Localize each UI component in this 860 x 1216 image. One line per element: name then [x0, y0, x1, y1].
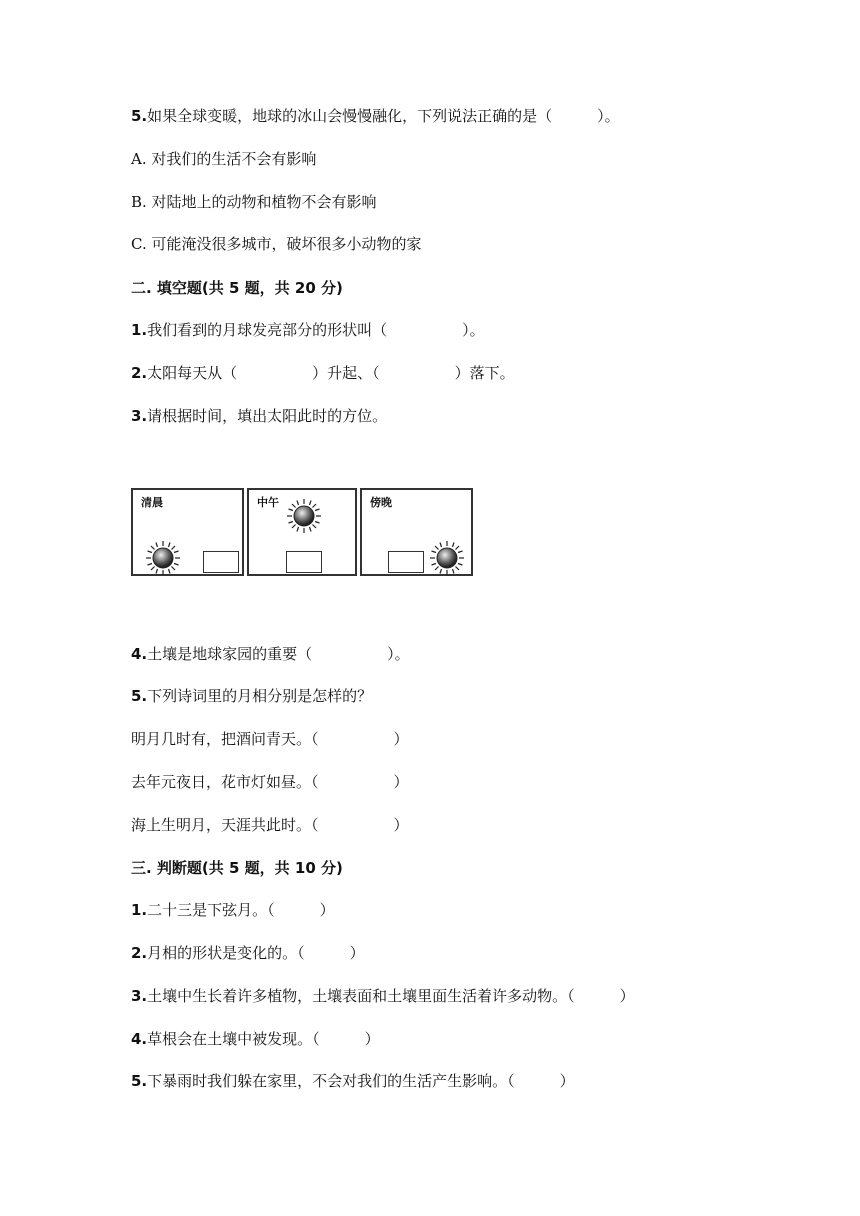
judge-item-3 [131, 986, 635, 1006]
item-number: 1. [131, 321, 148, 339]
item-text: 土壤中生长着许多植物，土壤表面和土壤里面生活着许多动物。（ ） [147, 987, 635, 1005]
fill-item-2 [131, 363, 515, 383]
option-c: C. 可能淹没很多城市，破坏很多小动物的家 [131, 235, 422, 253]
judge-item-2 [131, 943, 365, 963]
panel-morning [131, 488, 244, 576]
item-text: 月相的形状是变化的。（ ） [147, 944, 365, 962]
judge-item-5 [131, 1071, 575, 1091]
item-text: 土壤是地球家园的重要（ ）。 [147, 645, 410, 663]
item-number: 1. [131, 901, 148, 919]
item-number: 5. [131, 1072, 148, 1090]
question-number: 5. [131, 107, 148, 125]
item-text: 草根会在土壤中被发现。（ ） [147, 1030, 380, 1048]
panel-label-evening: 傍晚 [370, 496, 392, 509]
item-text: 我们看到的月球发亮部分的形状叫（ ）。 [147, 321, 485, 339]
panel-label-morning: 清晨 [141, 496, 163, 509]
item-text: 二十三是下弦月。（ ） [147, 901, 335, 919]
answer-box-noon[interactable] [286, 551, 322, 573]
sun-icon [429, 540, 465, 576]
fill-item-3 [131, 406, 387, 426]
item-text: 下列诗词里的月相分别是怎样的？ [147, 687, 373, 705]
fill-item-4 [131, 644, 410, 664]
poem-line-2: 去年元夜日，花市灯如昼。（ ） [131, 773, 409, 791]
panel-evening [360, 488, 473, 576]
item-number: 4. [131, 645, 148, 663]
sun-icon [145, 540, 181, 576]
question-5 [131, 106, 620, 126]
section-2-title: 二. 填空题(共 5 题，共 20 分) [131, 279, 343, 297]
item-text: 下暴雨时我们躲在家里，不会对我们的生活产生影响。（ ） [147, 1072, 575, 1090]
item-number: 2. [131, 944, 148, 962]
poem-line-3: 海上生明月，天涯共此时。（ ） [131, 816, 409, 834]
item-number: 3. [131, 407, 148, 425]
poem-line-1: 明月几时有，把酒问青天。（ ） [131, 730, 409, 748]
option-a: A. 对我们的生活不会有影响 [131, 150, 317, 168]
answer-box-morning[interactable] [203, 551, 239, 573]
fill-item-1 [131, 320, 485, 340]
item-text: 请根据时间，填出太阳此时的方位。 [147, 407, 388, 425]
answer-box-evening[interactable] [388, 551, 424, 573]
item-number: 5. [131, 687, 148, 705]
panel-noon [247, 488, 357, 576]
sun-position-figure [131, 486, 476, 581]
item-number: 2. [131, 364, 148, 382]
sun-icon [286, 498, 322, 534]
panel-label-noon: 中午 [257, 496, 279, 509]
item-number: 4. [131, 1030, 148, 1048]
judge-item-4 [131, 1029, 380, 1049]
question-text: 如果全球变暖，地球的冰山会慢慢融化，下列说法正确的是（ ）。 [147, 107, 620, 125]
fill-item-5 [131, 686, 372, 706]
judge-item-1 [131, 900, 335, 920]
section-3-title: 三. 判断题(共 5 题，共 10 分) [131, 859, 343, 877]
option-b: B. 对陆地上的动物和植物不会有影响 [131, 193, 377, 211]
item-number: 3. [131, 987, 148, 1005]
item-text: 太阳每天从（ ）升起、（ ）落下。 [147, 364, 515, 382]
